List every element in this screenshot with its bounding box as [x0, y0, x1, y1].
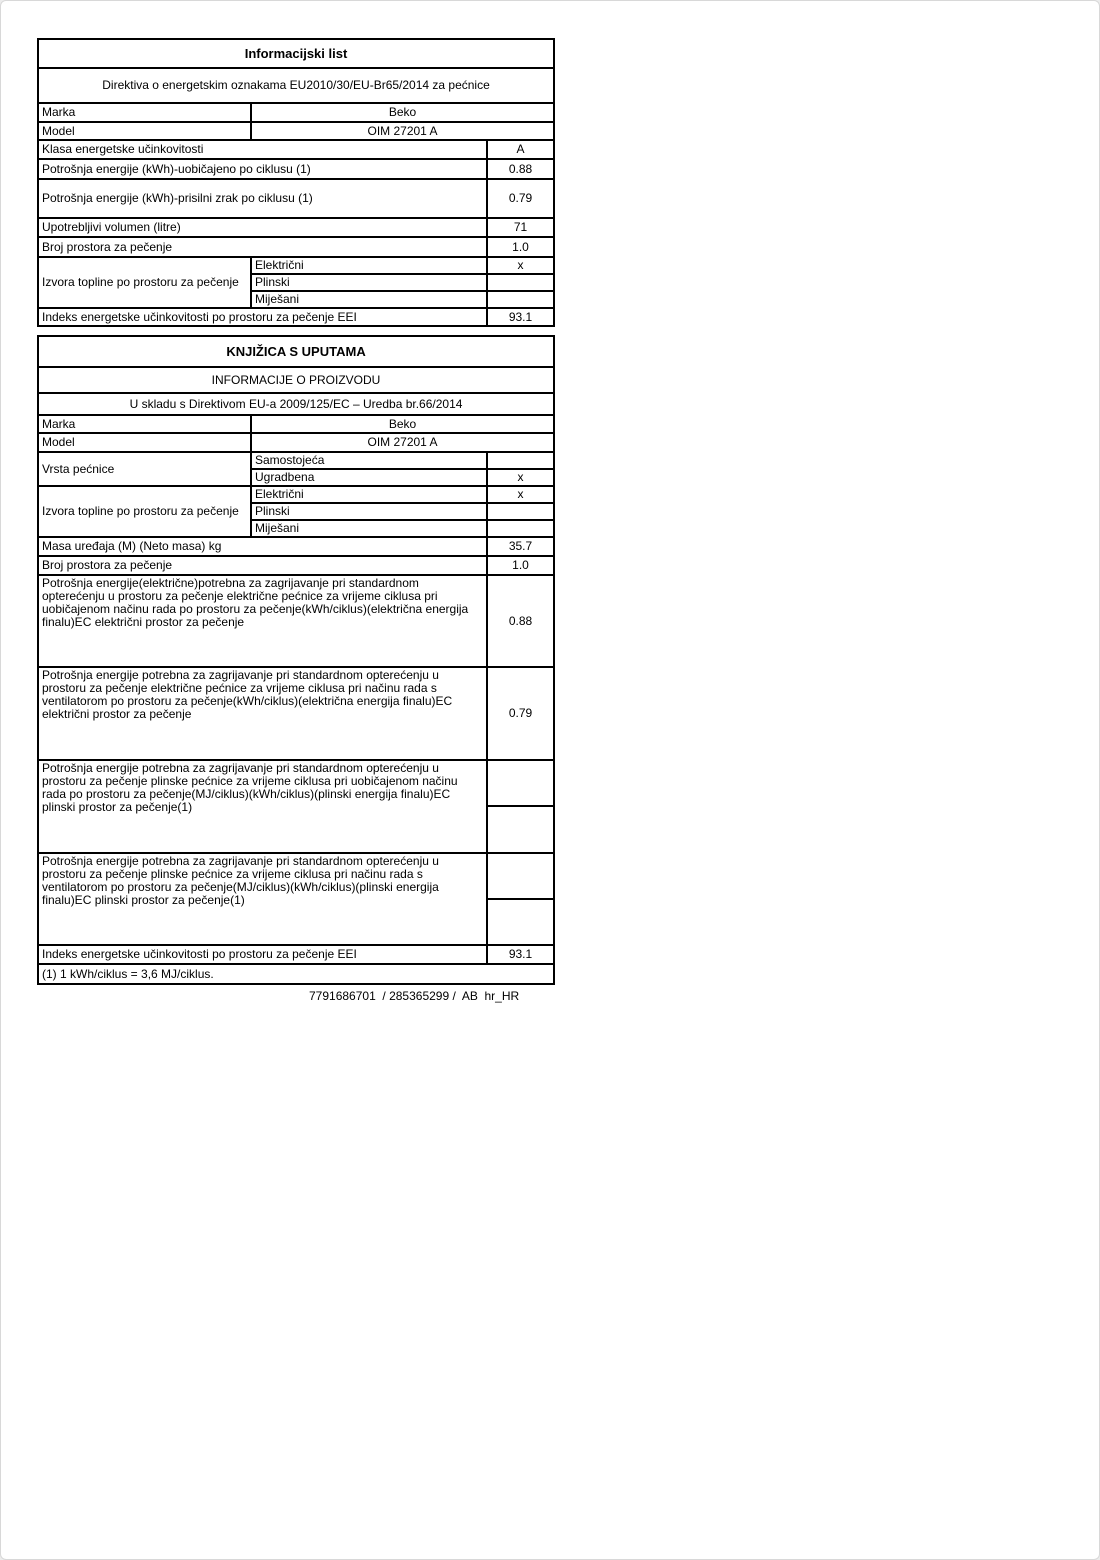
brand-label: Marka — [38, 103, 251, 122]
ec-gas-fan-value — [487, 899, 554, 945]
oven-type-option: Ugradbena — [251, 469, 487, 486]
brand-value: Beko — [251, 415, 554, 433]
heat-source-option: Miješani — [251, 291, 487, 308]
energy-class-value: A — [487, 140, 554, 159]
eei-value: 93.1 — [487, 945, 554, 964]
oven-type-mark: x — [487, 469, 554, 486]
model-value: OIM 27201 A — [251, 122, 554, 140]
heat-source-mark: x — [487, 257, 554, 274]
consumption-forced-label: Potrošnja energije (kWh)-prisilni zrak po ciklusu (1) — [38, 179, 487, 218]
info-sheet-title: Informacijski list — [38, 39, 554, 68]
volume-label: Upotrebljivi volumen (litre) — [38, 218, 487, 237]
ec-gas-conventional-label: Potrošnja energije potrebna za zagrijavanje pri standardnom opterećenju u prostoru za pečenje plinske pećnice za vrijeme ciklusa pri uobičajenom načinu rada po prostoru za pečenje(MJ/ciklus)(kWh/ciklus)(plinski energija finalu)EC plinski prostor za pečenje(1) — [38, 760, 487, 853]
model-value: OIM 27201 A — [251, 433, 554, 452]
manual-title: KNJIŽICA S UPUTAMA — [38, 336, 554, 367]
ec-electric-conventional-label: Potrošnja energije(električne)potrebna za zagrijavanje pri standardnom opterećenju u prostoru za pečenje električne pećnice za vrijeme ciklusa pri uobičajenom načinu rada po prostoru za pečenje(kWh/ciklus)(električna energija finalu)EC električni prostor za pečenje — [38, 575, 487, 667]
volume-value: 71 — [487, 218, 554, 237]
oven-type-mark — [487, 452, 554, 469]
heat-source-mark — [487, 520, 554, 537]
model-label: Model — [38, 433, 251, 452]
cavities-value: 1.0 — [487, 556, 554, 575]
brand-label: Marka — [38, 415, 251, 433]
model-label: Model — [38, 122, 251, 140]
ec-gas-fan-value — [487, 853, 554, 899]
heat-source-label: Izvora topline po prostoru za pečenje — [38, 486, 251, 537]
footnote: (1) 1 kWh/ciklus = 3,6 MJ/ciklus. — [38, 964, 554, 984]
cavities-label: Broj prostora za pečenje — [38, 556, 487, 575]
ec-electric-conventional-value: 0.88 — [487, 575, 554, 667]
heat-source-mark: x — [487, 486, 554, 503]
cavities-value: 1.0 — [487, 237, 554, 257]
heat-source-label: Izvora topline po prostoru za pečenje — [38, 257, 251, 308]
heat-source-mark — [487, 274, 554, 291]
heat-source-option: Električni — [251, 257, 487, 274]
ec-electric-fan-value: 0.79 — [487, 667, 554, 760]
ec-gas-conventional-value — [487, 806, 554, 853]
oven-type-label: Vrsta pećnice — [38, 452, 251, 486]
energy-class-label: Klasa energetske učinkovitosti — [38, 140, 487, 159]
eei-label: Indeks energetske učinkovitosti po prostoru za pečenje EEI — [38, 945, 487, 964]
mass-label: Masa uređaja (M) (Neto masa) kg — [38, 537, 487, 556]
heat-source-option: Električni — [251, 486, 487, 503]
brand-value: Beko — [251, 103, 554, 122]
manual-regulation: U skladu s Direktivom EU-a 2009/125/EC – Uredba br.66/2014 — [38, 393, 554, 415]
heat-source-option: Plinski — [251, 274, 487, 291]
consumption-forced-value: 0.79 — [487, 179, 554, 218]
eei-label: Indeks energetske učinkovitosti po prostoru za pečenje EEI — [38, 308, 487, 326]
consumption-conventional-label: Potrošnja energije (kWh)-uobičajeno po ciklusu (1) — [38, 159, 487, 179]
document-reference: 7791686701 / 285365299 / AB hr_HR — [309, 989, 520, 1003]
manual-subtitle: INFORMACIJE O PROIZVODU — [38, 367, 554, 393]
heat-source-mark — [487, 291, 554, 308]
eei-value: 93.1 — [487, 308, 554, 326]
oven-type-option: Samostojeća — [251, 452, 487, 469]
heat-source-option: Miješani — [251, 520, 487, 537]
info-sheet-directive: Direktiva o energetskim oznakama EU2010/30/EU-Br65/2014 za pećnice — [38, 68, 554, 103]
info-sheet-table — [37, 38, 555, 327]
mass-value: 35.7 — [487, 537, 554, 556]
cavities-label: Broj prostora za pečenje — [38, 237, 487, 257]
heat-source-option: Plinski — [251, 503, 487, 520]
ec-gas-conventional-value — [487, 760, 554, 806]
heat-source-mark — [487, 503, 554, 520]
ec-gas-fan-label: Potrošnja energije potrebna za zagrijavanje pri standardnom opterećenju u prostoru za pečenje plinske pećnice za vrijeme ciklusa pri načinu rada s ventilatorom po prostoru za pečenje(MJ/ciklus)(kWh/ciklus)(plinski energija finalu)EC plinski prostor za pečenje(1) — [38, 853, 487, 945]
ec-electric-fan-label: Potrošnja energije potrebna za zagrijavanje pri standardnom opterećenju u prostoru za pečenje električne pećnice za vrijeme ciklusa pri načinu rada s ventilatorom po prostoru za pečenje(kWh/ciklus)(električna energija finalu)EC električni prostor za pečenje — [38, 667, 487, 760]
manual-table — [37, 335, 555, 985]
consumption-conventional-value: 0.88 — [487, 159, 554, 179]
